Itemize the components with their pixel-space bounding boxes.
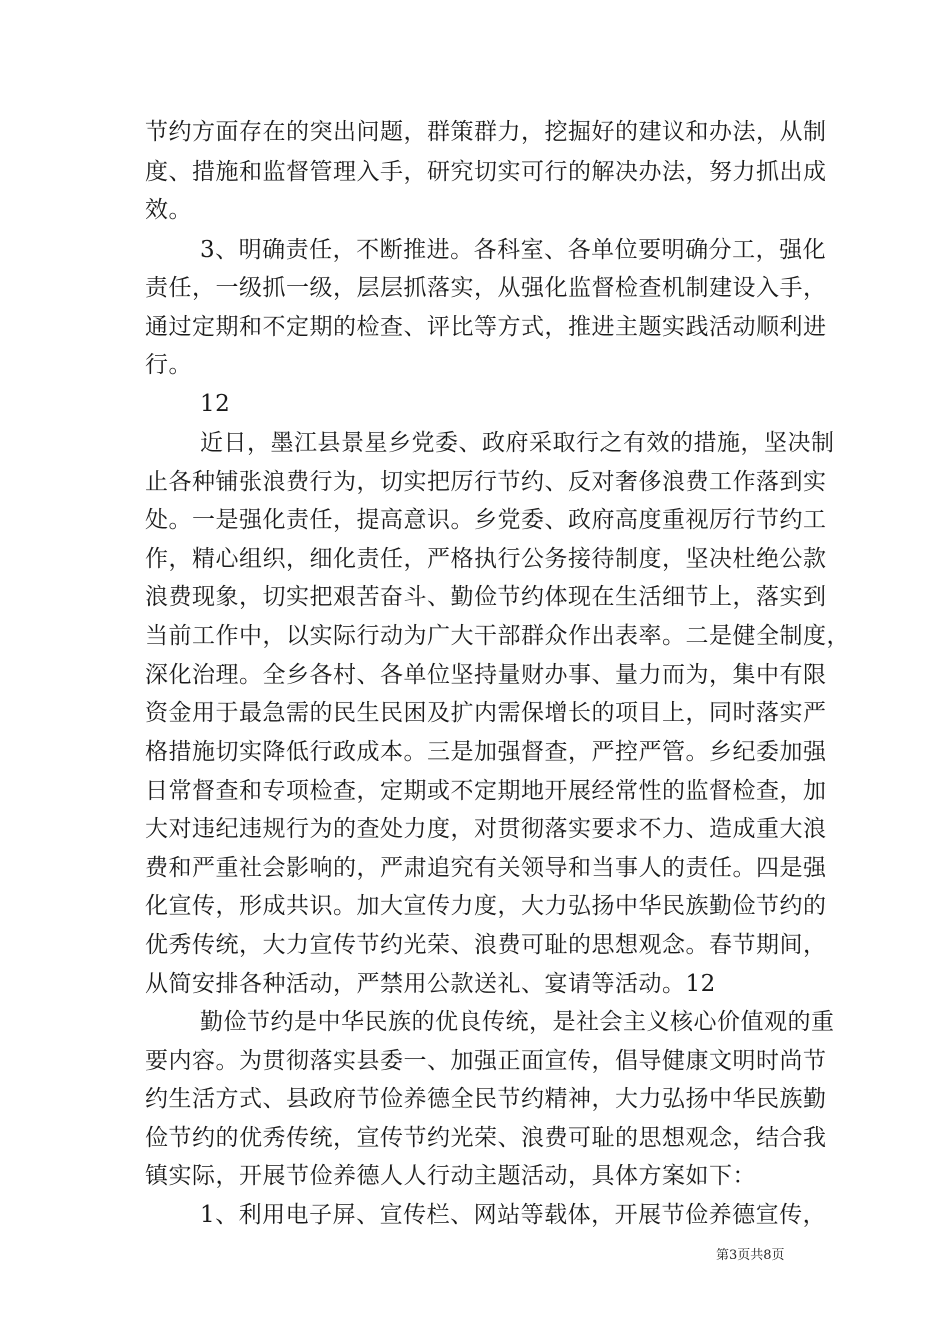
text-line: 1、利用电子屏、宣传栏、网站等载体，开展节俭养德宣传， (200, 1202, 827, 1228)
text-line: 俭节约的优秀传统，宣传节约光荣、浪费可耻的思想观念，结合我 (145, 1125, 827, 1151)
text-line: 责任，一级抓一级，层层抓落实，从强化监督检查机制建设入手， (145, 275, 827, 301)
text-line: 深化治理。全乡各村、各单位坚持量财办事、量力而为，集中有限 (145, 662, 827, 688)
text-line: 勤俭节约是中华民族的优良传统，是社会主义核心价值观的重 (200, 1009, 835, 1035)
text-line: 要内容。为贯彻落实县委一、加强正面宣传，倡导健康文明时尚节 (145, 1048, 827, 1074)
text-line: 资金用于最急需的民生民困及扩内需保增长的项目上，同时落实严 (145, 700, 827, 726)
text-line: 行。 (145, 352, 192, 378)
text-line: 镇实际，开展节俭养德人人行动主题活动，具体方案如下： (145, 1163, 756, 1189)
text-line: 大对违纪违规行为的查处力度，对贯彻落实要求不力、造成重大浪 (145, 816, 827, 842)
text-line: 格措施切实降低行政成本。三是加强督查，严控严管。乡纪委加强 (145, 739, 827, 765)
text-line: 日常督查和专项检查，定期或不定期地开展经常性的监督检查，加 (145, 778, 827, 804)
text-line: 优秀传统，大力宣传节约光荣、浪费可耻的思想观念。春节期间， (145, 932, 827, 958)
text-line: 费和严重社会影响的，严肃追究有关领导和当事人的责任。四是强 (145, 855, 827, 881)
page-number-footer: 第3页共8页 (716, 1248, 785, 1263)
text-line: 浪费现象，切实把艰苦奋斗、勤俭节约体现在生活细节上，落实到 (145, 584, 827, 610)
text-line: 节约方面存在的突出问题，群策群力，挖掘好的建议和办法，从制 (145, 119, 827, 145)
text-line: 12 (200, 391, 231, 417)
text-line: 处。一是强化责任，提高意识。乡党委、政府高度重视厉行节约工 (145, 507, 827, 533)
text-line: 3、明确责任，不断推进。各科室、各单位要明确分工，强化 (200, 237, 827, 263)
text-line: 近日，墨江县景星乡党委、政府采取行之有效的措施，坚决制 (200, 430, 835, 456)
text-line: 止各种铺张浪费行为，切实把厉行节约、反对奢侈浪费工作落到实 (145, 469, 827, 495)
text-line: 度、措施和监督管理入手，研究切实可行的解决办法，努力抓出成 (145, 159, 827, 185)
text-line: 当前工作中，以实际行动为广大干部群众作出表率。二是健全制度， (145, 623, 850, 649)
text-line: 效。 (145, 197, 192, 223)
text-line: 通过定期和不定期的检查、评比等方式，推进主题实践活动顺利进 (145, 314, 827, 340)
text-line: 约生活方式、县政府节俭养德全民节约精神，大力弘扬中华民族勤 (145, 1086, 827, 1112)
text-line: 作，精心组织，细化责任，严格执行公务接待制度，坚决杜绝公款 (145, 546, 827, 572)
text-line: 化宣传，形成共识。加大宣传力度，大力弘扬中华民族勤俭节约的 (145, 893, 827, 919)
text-line: 从简安排各种活动，严禁用公款送礼、宴请等活动。12 (145, 971, 716, 997)
